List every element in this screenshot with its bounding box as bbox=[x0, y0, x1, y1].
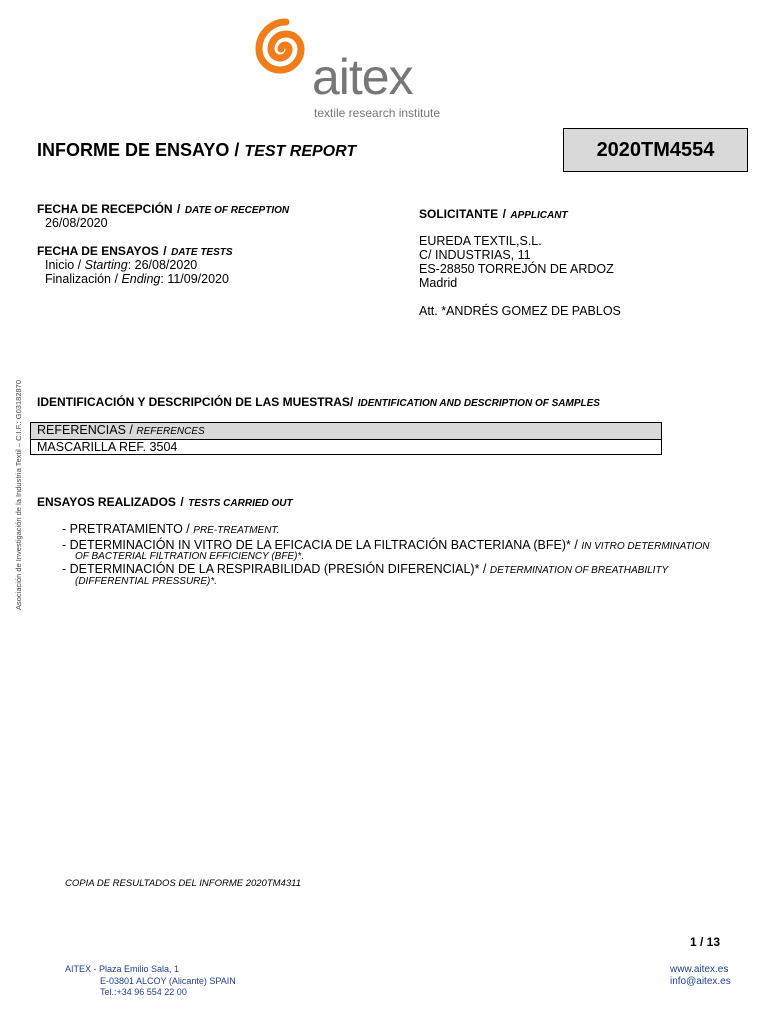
applicant-attention: Att. *ANDRÉS GOMEZ DE PABLOS bbox=[419, 304, 621, 318]
end-label-es: Finalización bbox=[45, 272, 112, 286]
reception-label-en: DATE OF RECEPTION bbox=[184, 205, 290, 216]
test-item-3-continued: (DIFFERENTIAL PRESSURE)*. bbox=[75, 576, 218, 587]
test-item-1 bbox=[62, 522, 279, 538]
test-item-3-es: - DETERMINACIÓN DE LA RESPIRABILIDAD (PRESIÓN DIFERENCIAL)* / bbox=[62, 562, 487, 576]
tests-heading-es: ENSAYOS REALIZADOS bbox=[37, 495, 176, 509]
samples-heading-es: IDENTIFICACIÓN Y DESCRIPCIÓN DE LAS MUESTRAS/ bbox=[37, 395, 354, 409]
footer-address-line-2: E-03801 ALCOY (Alicante) SPAIN bbox=[100, 976, 236, 986]
reference-value: MASCARILLA REF. 3504 bbox=[31, 440, 662, 455]
references-header-es: REFERENCIAS / bbox=[37, 423, 133, 437]
references-header-en: REFERENCES bbox=[136, 426, 205, 437]
side-legal-text: Asociación de Investigación de la Industria Textil – C.I.F.: G03182870 bbox=[14, 380, 23, 610]
reception-date: 26/08/2020 bbox=[45, 216, 108, 230]
tests-dates-label-es: FECHA DE ENSAYOS bbox=[37, 244, 159, 258]
references-header-row bbox=[31, 423, 662, 440]
aitex-logo-spiral-icon bbox=[250, 14, 320, 84]
samples-heading bbox=[37, 395, 600, 411]
reception-label: FECHA DE RECEPCIÓN / DATE OF RECEPTION bbox=[37, 202, 290, 216]
applicant-street: C/ INDUSTRIAS, 11 bbox=[419, 248, 531, 262]
tests-heading-en: TESTS CARRIED OUT bbox=[188, 498, 293, 509]
start-date: 26/08/2020 bbox=[134, 258, 198, 272]
applicant-company: EUREDA TEXTIL,S.L. bbox=[419, 234, 542, 248]
applicant-city: ES-28850 TORREJÓN DE ARDOZ bbox=[419, 262, 614, 276]
applicant-label: SOLICITANTE / APPLICANT bbox=[419, 207, 568, 221]
start-label-en: Starting bbox=[84, 258, 128, 272]
title-separator: / bbox=[234, 140, 240, 160]
test-item-1-en: PRE-TREATMENT. bbox=[193, 525, 280, 536]
test-item-2-es: - DETERMINACIÓN IN VITRO DE LA EFICACIA DE LA FILTRACIÓN BACTERIANA (BFE)* / bbox=[62, 538, 578, 552]
samples-heading-en: IDENTIFICATION AND DESCRIPTION OF SAMPLES bbox=[357, 398, 600, 409]
tests-dates-label: FECHA DE ENSAYOS / DATE TESTS bbox=[37, 244, 233, 258]
tests-heading: ENSAYOS REALIZADOS / TESTS CARRIED OUT bbox=[37, 495, 293, 509]
logo-subtitle: textile research institute bbox=[314, 106, 441, 120]
footer-email-link[interactable]: info@aitex.es bbox=[670, 976, 731, 987]
applicant-label-en: APPLICANT bbox=[510, 210, 568, 221]
applicant-region: Madrid bbox=[419, 276, 458, 290]
end-date: 11/09/2020 bbox=[167, 272, 229, 286]
end-date-line: Finalización / Ending: 11/09/2020 bbox=[45, 272, 229, 286]
report-number: 2020TM4554 bbox=[596, 138, 715, 161]
reception-label-es: FECHA DE RECEPCIÓN bbox=[37, 202, 173, 216]
end-label-en: Ending bbox=[121, 272, 161, 286]
table-row bbox=[31, 440, 662, 455]
title-en: TEST REPORT bbox=[244, 143, 357, 160]
start-date-line: Inicio / Starting: 26/08/2020 bbox=[45, 258, 198, 272]
references-table bbox=[30, 422, 662, 455]
footer-address-line-3: Tel.:+34 96 554 22 00 bbox=[100, 987, 187, 997]
footer-website-link[interactable]: www.aitex.es bbox=[670, 964, 729, 975]
references-header-cell bbox=[31, 423, 662, 440]
page-title bbox=[37, 139, 356, 163]
test-item-1-es: - PRETRATAMIENTO / bbox=[62, 522, 190, 536]
test-item-2-en: IN VITRO DETERMINATION bbox=[581, 541, 710, 552]
copy-note: COPIA DE RESULTADOS DEL INFORME 2020TM4311 bbox=[65, 878, 301, 889]
report-number-box bbox=[563, 128, 748, 172]
test-item-2-continued: OF BACTERIAL FILTRATION EFFICIENCY (BFE)*. bbox=[75, 551, 305, 562]
title-es: INFORME DE ENSAYO bbox=[37, 140, 230, 160]
footer-address-line-1: AITEX - Plaza Emilio Sala, 1 bbox=[65, 964, 180, 974]
test-item-3-en: DETERMINATION OF BREATHABILITY bbox=[489, 565, 669, 576]
tests-dates-label-en: DATE TESTS bbox=[171, 247, 233, 258]
page-number: 1 / 13 bbox=[690, 935, 721, 949]
logo-wordmark: aitex bbox=[312, 49, 413, 105]
applicant-label-es: SOLICITANTE bbox=[419, 207, 499, 221]
start-label-es: Inicio bbox=[45, 258, 75, 272]
